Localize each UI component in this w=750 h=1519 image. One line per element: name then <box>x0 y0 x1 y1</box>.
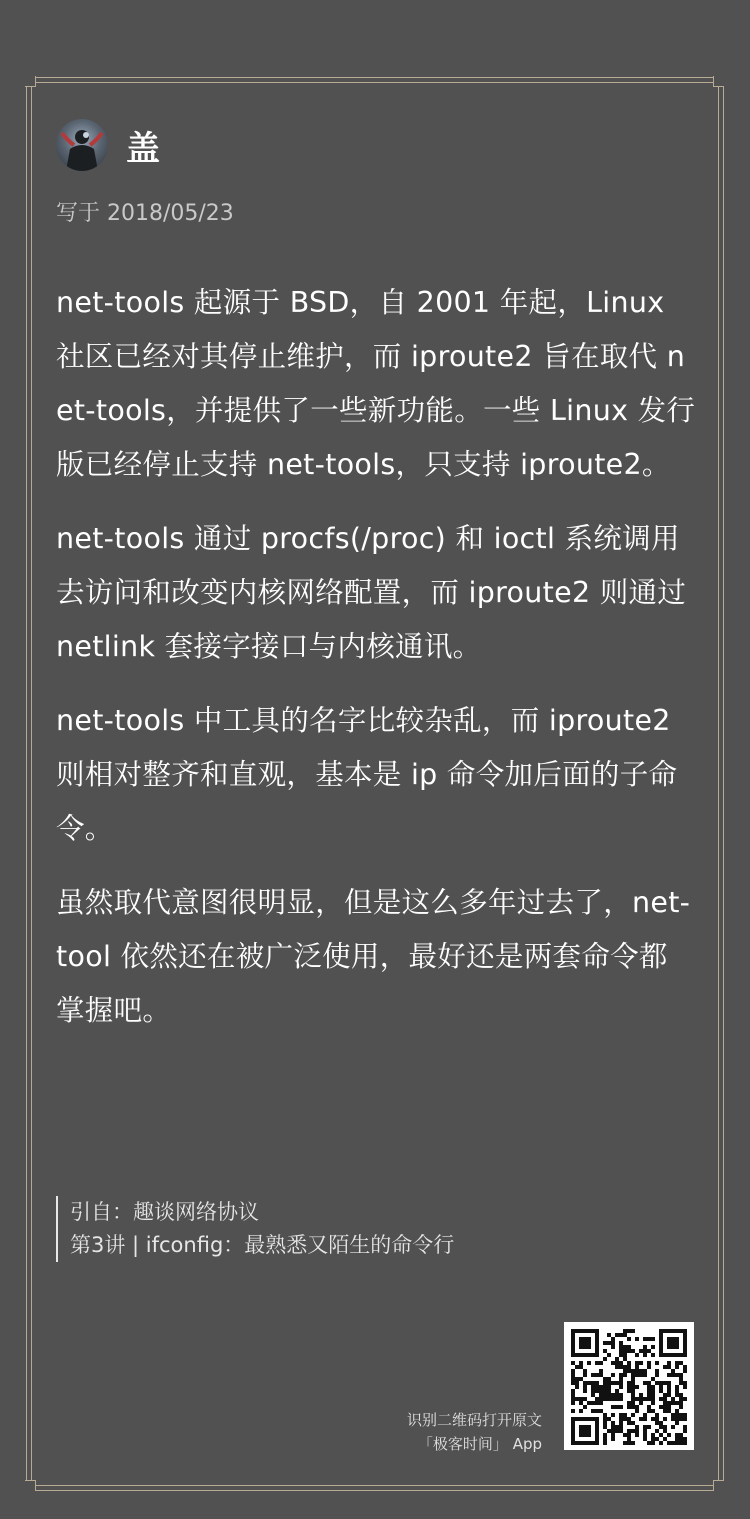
author-name: 盖 <box>126 128 161 169</box>
frame-corner <box>25 1480 36 1491</box>
avatar[interactable] <box>56 119 108 171</box>
paragraph: 虽然取代意图很明显，但是这么多年过去了，net-tool 依然还在被广泛使用，最好还是两套命令都掌握吧。 <box>56 886 691 1027</box>
footer-text <box>407 1408 542 1456</box>
source-course: 引自：趣谈网络协议 <box>70 1200 259 1224</box>
qr-instruction: 识别二维码打开原文 <box>406 1411 542 1429</box>
qr-code-icon[interactable] <box>564 1322 694 1450</box>
frame-corner <box>713 1480 724 1491</box>
author-header <box>56 118 161 172</box>
paragraph: net-tools 通过 procfs(/proc) 和 ioctl 系统调用去访问和改变内核网络配置，而 iproute2 则通过 netlink 套接字接口与内核通讯。 <box>56 522 687 663</box>
frame-corner <box>713 76 724 87</box>
post-date: 写于 2018/05/23 <box>56 201 234 226</box>
source-quote <box>56 1196 454 1262</box>
app-name: 「极客时间」 App <box>417 1435 542 1453</box>
frame-corner <box>25 76 36 87</box>
paragraph: net-tools 起源于 BSD，自 2001 年起，Linux 社区已经对其停止维护，而 iproute2 旨在取代 net-tools，并提供了一些新功能。一些 Linux 发行版已经停止支持 net-tools，只支持 iproute2。 <box>56 286 696 481</box>
avatar-image-icon <box>56 119 108 171</box>
paragraph: net-tools 中工具的名字比较杂乱，而 iproute2 则相对整齐和直观，基本是 ip 命令加后面的子命令。 <box>56 704 678 845</box>
source-lesson: 第3讲 | ifconfig：最熟悉又陌生的命令行 <box>70 1233 455 1257</box>
note-content <box>56 276 696 1058</box>
